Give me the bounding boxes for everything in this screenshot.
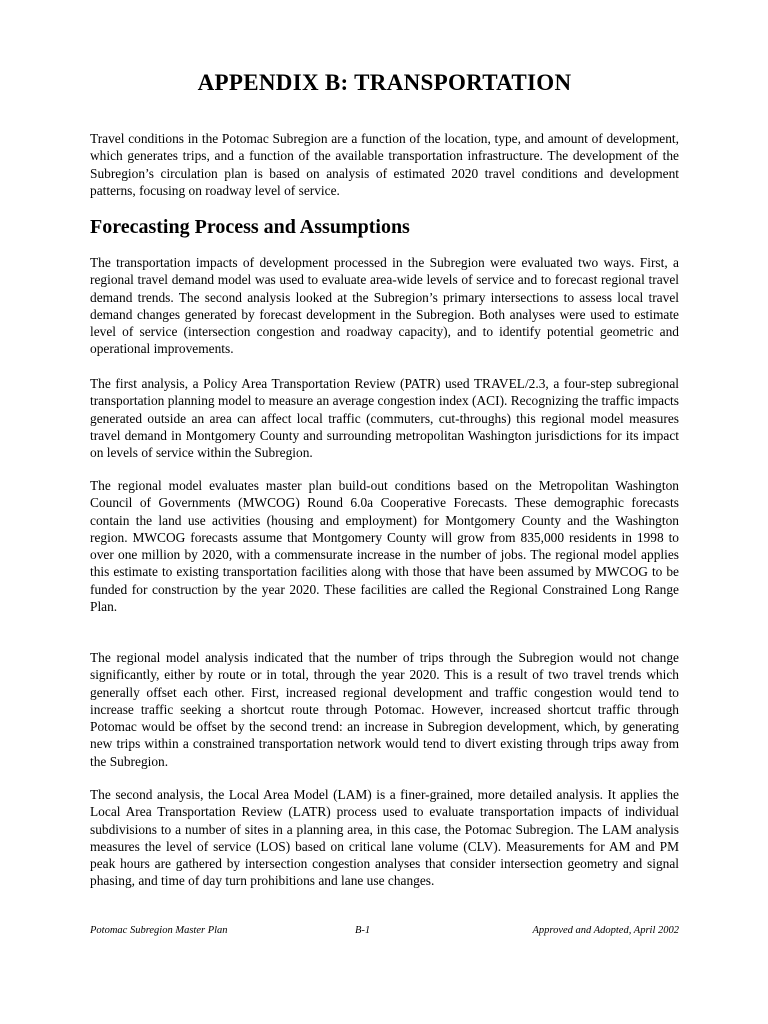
footer-adoption-date: Approved and Adopted, April 2002 <box>532 925 679 936</box>
section-heading: Forecasting Process and Assumptions <box>90 216 410 238</box>
body-paragraph: The second analysis, the Local Area Model (LAM) is a finer-grained, more detailed analysis. It applies the Local Area Transportation Review (LATR) process used to evaluate transportation impacts of individual subdivisions to a number of sites in a planning area, in this case, the Potomac Subregion. The LAM analysis measures the level of service (LOS) based on critical lane volume (CLV). Measurements for AM and PM peak hours are gathered by intersection congestion analyses that consider intersection geometry and signal phasing, and time of day turn prohibitions and lane use changes. <box>90 787 679 889</box>
footer-page-number: B-1 <box>355 925 371 936</box>
body-paragraph: The first analysis, a Policy Area Transportation Review (PATR) used TRAVEL/2.3, a four-step subregional transportation planning model to measure an average congestion index (ACI). Recognizing the traffic impacts generated outside an area can affect local traffic (commuters, cut-throughs) this regional model measures travel demand in Montgomery County and surrounding metropolitan Washington jurisdictions for its impact on levels of service within the Subregion. <box>90 376 679 461</box>
footer-document-name: Potomac Subregion Master Plan <box>90 925 228 936</box>
body-paragraph: The transportation impacts of development processed in the Subregion were evaluated two ways. First, a regional travel demand model was used to evaluate area-wide levels of service and to forecast regional travel demand trends. The second analysis looked at the Subregion’s primary intersections to assess local travel demand changes generated by forecast development in the Subregion. Both analyses were used to estimate level of service (intersection congestion and roadway capacity), and to identify potential geometric and operational improvements. <box>90 255 679 357</box>
intro-paragraph: Travel conditions in the Potomac Subregion are a function of the location, type, and amount of development, which generates trips, and a function of the available transportation infrastructure. The development of the Subregion’s circulation plan is based on analysis of estimated 2020 travel conditions and development patterns, focusing on roadway level of service. <box>90 131 679 198</box>
page-title: APPENDIX B: TRANSPORTATION <box>197 70 572 95</box>
body-paragraph: The regional model evaluates master plan build-out conditions based on the Metropolitan Washington Council of Governments (MWCOG) Round 6.0a Cooperative Forecasts. These demographic forecasts contain the land use activities (housing and employment) for Montgomery County and the Washington region. MWCOG forecasts assume that Montgomery County will grow from 835,000 residents in 1998 to over one million by 2020, with a commensurate increase in the number of jobs. The regional model applies this estimate to existing transportation facilities along with those that have been assumed by MWCOG to be funded for construction by the year 2020. These facilities are called the Regional Constrained Long Range Plan. <box>90 478 679 615</box>
body-paragraph: The regional model analysis indicated that the number of trips through the Subregion would not change significantly, either by route or in total, through the year 2020. This is a result of two travel trends which generally offset each other. First, increased regional development and traffic congestion would tend to increase traffic seeking a shortcut route through Potomac. However, increased shortcut traffic through Potomac would be offset by the second trend: an increase in Subregion development, which, by generating new trips within a constrained transportation network would tend to divert existing through trips away from the Subregion. <box>90 650 679 769</box>
